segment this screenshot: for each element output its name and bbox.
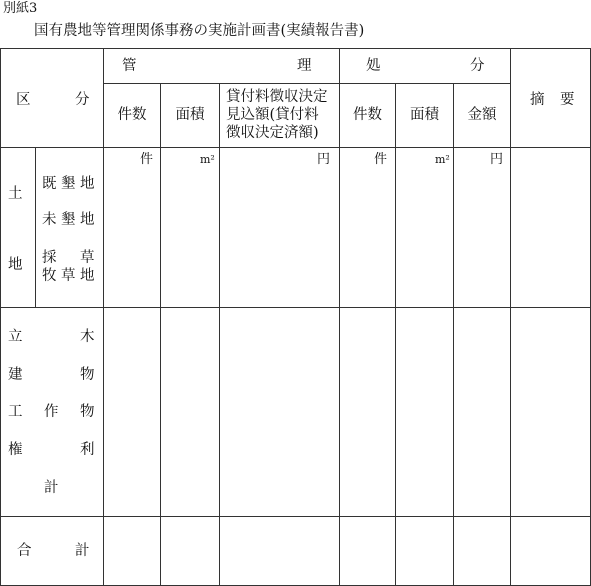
item-mikonchi-3: 地 [80, 212, 95, 228]
row-kenri-1: 権 [8, 442, 23, 458]
row-tachiki-1: 立 [8, 329, 23, 345]
header-kubun-1: 区 [16, 92, 31, 108]
row-tachiki-2: 木 [80, 329, 95, 345]
unit-m2-kanri: m² [200, 153, 215, 166]
unit-yen-shobun: 円 [490, 152, 504, 167]
col-kashitsuke-line-2: 見込額(貸付料 [226, 107, 319, 123]
col-kashitsuke-line-1: 貸付料徴収決定 [226, 89, 328, 105]
col-kashitsuke-line-3: 徴収決定済額) [226, 125, 319, 141]
col-menseki-shobun: 面積 [410, 106, 439, 123]
header-shobun-1: 処 [366, 58, 381, 74]
item-kikonchi-3: 地 [80, 176, 95, 192]
item-bokusochi-1: 牧 [42, 268, 57, 284]
item-saiso-2: 草 [80, 250, 95, 266]
item-kikonchi-1: 既 [42, 176, 57, 192]
unit-yen-kanri: 円 [317, 152, 331, 167]
document-title: 国有農地等管理関係事務の実施計画書(実績報告書) [34, 23, 365, 39]
item-bokusochi-2: 草 [61, 268, 76, 284]
item-mikonchi-2: 墾 [61, 212, 76, 228]
header-tekiyo-2: 要 [560, 92, 575, 108]
row-gokei-2: 計 [75, 543, 90, 559]
row-gokei-1: 合 [17, 543, 32, 559]
row-tochi-label-2: 地 [8, 257, 23, 273]
row-tatemono-2: 物 [80, 367, 95, 383]
row-kosakubutsu-1: 工 [8, 404, 23, 420]
col-kensu-shobun: 件数 [353, 106, 382, 123]
header-shobun-2: 分 [470, 58, 485, 74]
header-kanri-1: 管 [122, 58, 137, 74]
item-bokusochi-3: 地 [80, 268, 95, 284]
item-kikonchi-2: 墾 [61, 176, 76, 192]
unit-m2-shobun: m² [435, 153, 450, 166]
header-kanri-2: 理 [297, 58, 312, 74]
row-kosakubutsu-2: 作 [44, 404, 59, 420]
row-tochi-label-1: 土 [8, 186, 23, 202]
unit-ken-shobun: 件 [374, 152, 388, 167]
row-tatemono-1: 建 [8, 367, 23, 383]
row-kenri-2: 利 [80, 442, 95, 458]
col-kingaku: 金額 [467, 106, 497, 123]
item-saiso-1: 採 [42, 250, 57, 266]
item-mikonchi-1: 未 [42, 212, 57, 228]
row-kosakubutsu-3: 物 [80, 404, 95, 420]
unit-ken-kanri: 件 [140, 152, 154, 167]
header-kubun-2: 分 [75, 92, 90, 108]
form-number: 別紙3 [3, 1, 38, 16]
col-menseki-kanri: 面積 [175, 106, 205, 123]
row-kei: 計 [44, 480, 59, 496]
header-tekiyo-1: 摘 [530, 92, 545, 108]
col-kensu-kanri: 件数 [117, 106, 147, 123]
